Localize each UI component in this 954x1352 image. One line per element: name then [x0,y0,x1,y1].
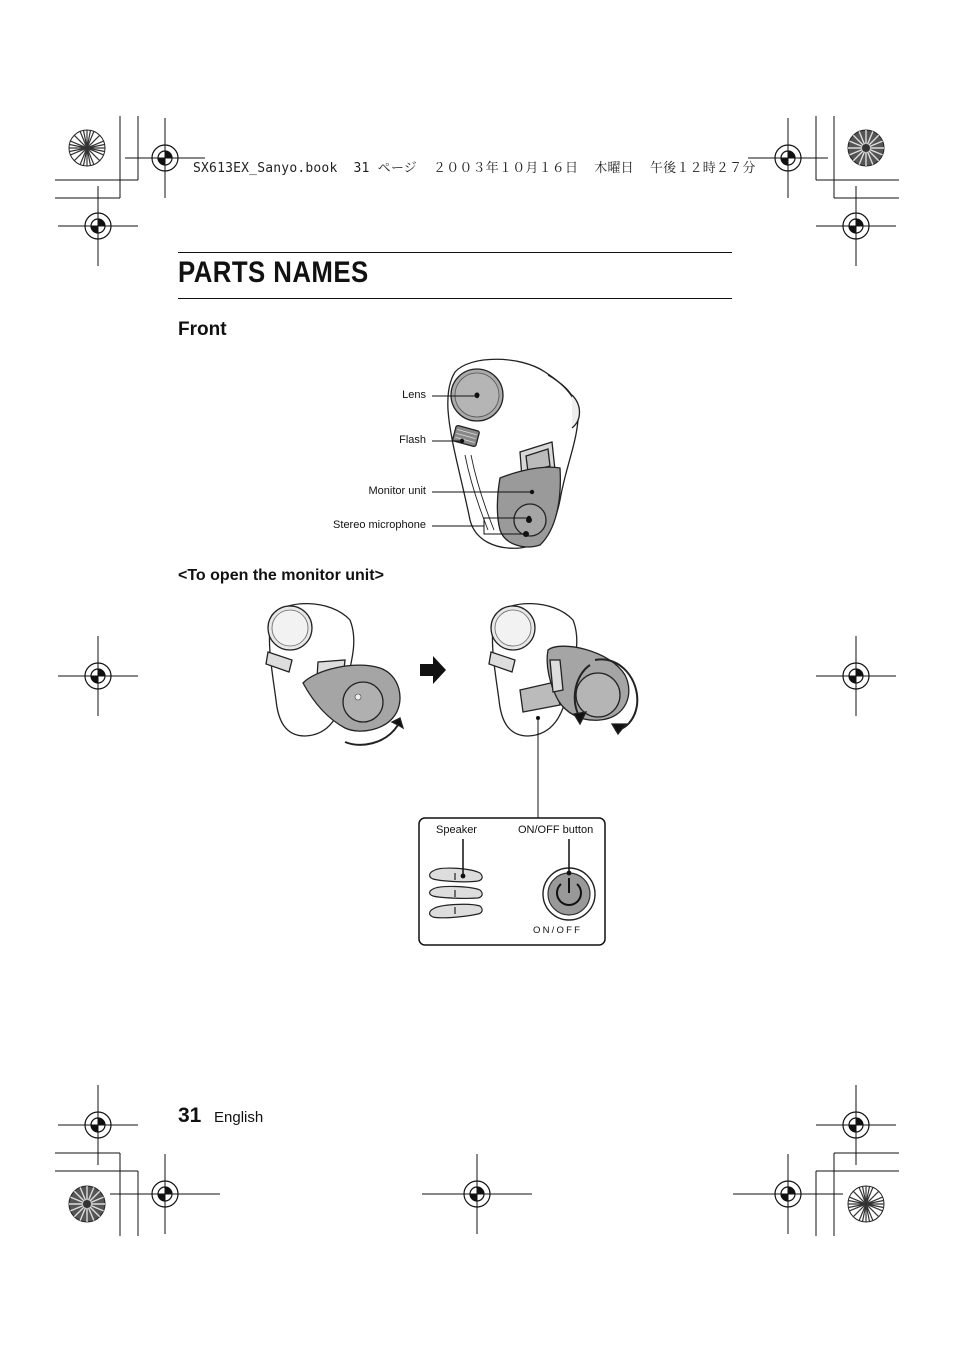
page-number: 31 [178,1104,202,1127]
callout-stereo-microphone: Stereo microphone [333,519,426,531]
page-language: English [214,1109,264,1126]
registration-mark-icon [58,636,138,716]
section-heading-front: Front [178,319,227,340]
onoff-marking: ON/OFF [533,925,583,936]
callout-speaker: Speaker [436,824,477,836]
page-title: PARTS NAMES [178,256,369,289]
camera-front-illustration [448,359,580,548]
callout-monitor-unit: Monitor unit [368,485,426,497]
color-target-icon [69,130,105,166]
power-button-icon [543,868,595,920]
right-arrow-icon [420,656,446,684]
speaker-grille-icon [430,868,483,918]
color-target-icon [848,1186,884,1222]
callout-onoff-button: ON/OFF button [518,824,594,836]
title-rule-top [178,252,732,253]
camera-open-step2-illustration [489,604,637,736]
section-heading-open-monitor: <To open the monitor unit> [178,567,384,584]
color-target-icon [848,130,884,166]
callout-flash: Flash [399,434,426,446]
color-target-icon [69,1186,105,1222]
camera-open-step1-illustration [266,604,403,745]
title-rule-bottom [178,298,732,299]
callout-lens: Lens [402,389,426,401]
registration-mark-icon [816,636,896,716]
book-info-header: SX613EX_Sanyo.book 31 ページ ２００３年１０月１６日 木曜日 午後１２時２７分 [193,161,756,176]
